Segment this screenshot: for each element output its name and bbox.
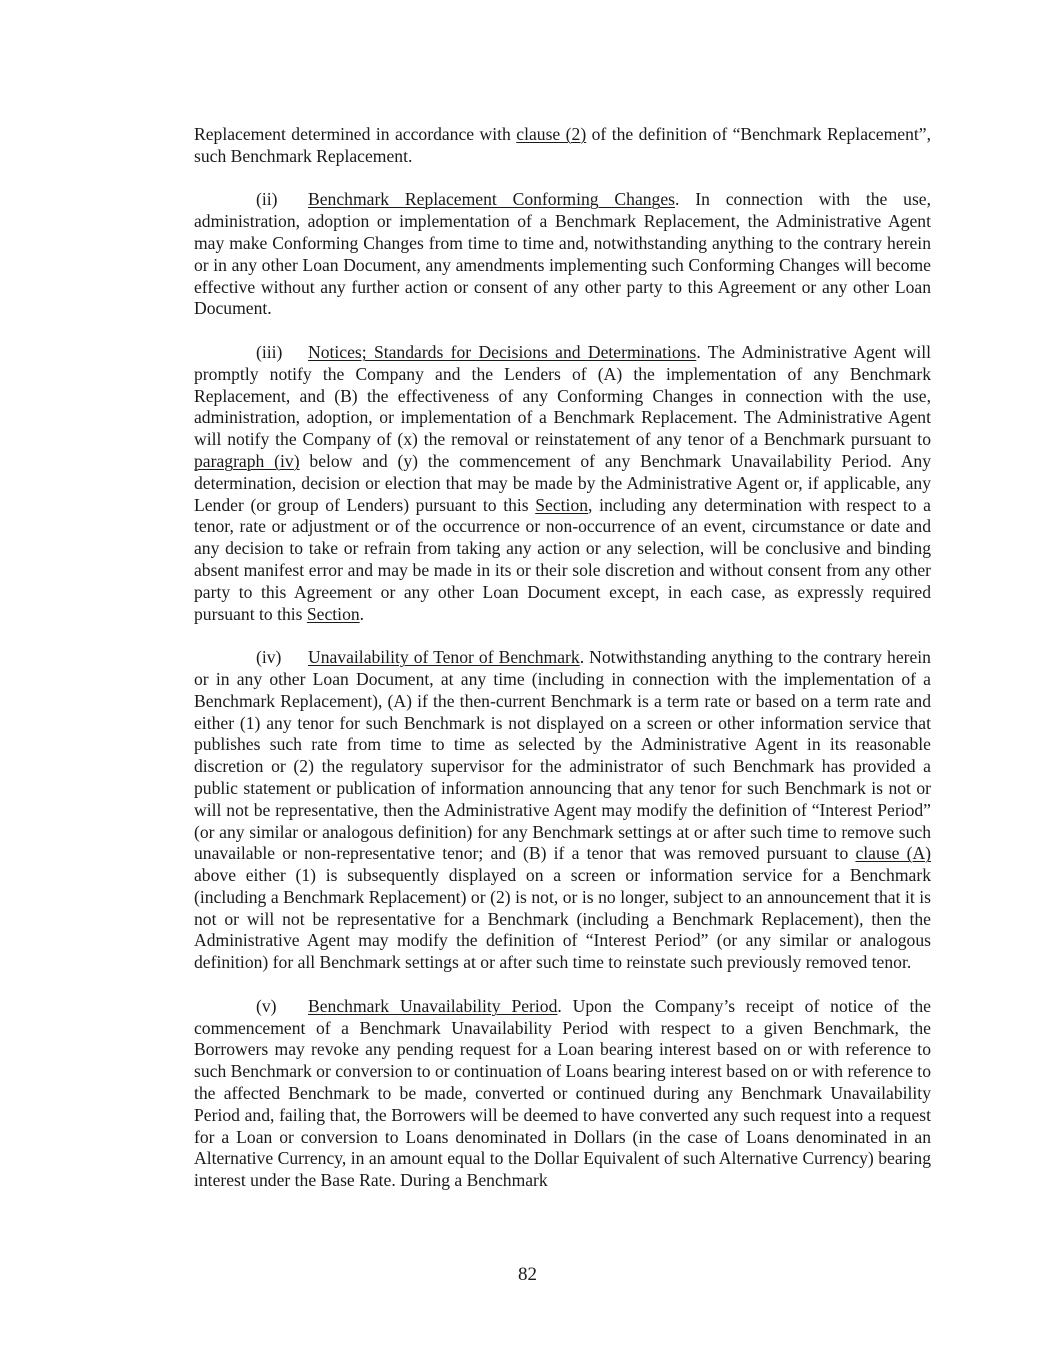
paragraph-heading: Unavailability of Tenor of Benchmark	[308, 647, 580, 668]
paragraph-ii	[194, 189, 931, 320]
paragraph-number: (v)	[256, 995, 277, 1016]
paragraph-iv	[194, 647, 931, 974]
clause-a-reference: clause (A)	[855, 843, 932, 864]
paragraph-body-cont: , including any determination with respect to a tenor, rate or adjustment or of the occurrence or non-occurrence of an event, circumstance or date and any decision to take or refrain from taking any action or any selection, will be conclusive and binding absent manifest error and may be made in its or their sole discretion and without consent from any other party to this Agreement or any other Loan Document except, in each case, as expressly required pursuant to this	[194, 494, 931, 624]
intro-paragraph	[194, 124, 931, 168]
intro-text: Replacement determined in accordance with	[194, 124, 517, 144]
paragraph-number: (iii)	[256, 341, 283, 362]
paragraph-body: . Notwithstanding anything to the contrary herein or in any other Loan Document, at any time (including in connection with the implementation of a Benchmark Replacement), (A) if the then-current Benchmark is a term rate or based on a term rate and either (1) any tenor for such Benchmark is not displayed on a screen or other information service that publishes such rate from time to time as selected by the Administrative Agent in its reasonable discretion or (2) the regulatory supervisor for the administrator of such Benchmark has provided a public statement or publication of information announcing that any tenor for such Benchmark is not or will not be representative, then the Administrative Agent may modify the definition of “Interest Period” (or any similar or analogous definition) for any Benchmark settings at or after such time to remove such unavailable or non-representative tenor; and (B) if a tenor that was removed pursuant to	[194, 647, 931, 864]
section-reference: Section	[306, 603, 360, 624]
paragraph-body: . The Administrative Agent will promptly notify the Company and the Lenders of (A) the implementation of any Benchmark Replacement, and (B) the effectiveness of any Conforming Changes in connection with the use, administration, adoption, or implementation of a Benchmark Replacement. The Administrative Agent will notify the Company of (x) the removal or reinstatement of any tenor of a Benchmark pursuant to	[194, 341, 931, 450]
paragraph-body: . Upon the Company’s receipt of notice of the commencement of a Benchmark Unavailability Period with respect to a given Benchmark, the Borrowers may revoke any pending request for a Loan bearing interest based on or with reference to such Benchmark or conversion to or continuation of Loans bearing interest based on or with reference to the affected Benchmark to be made, converted or continued during any Benchmark Unavailability Period and, failing that, the Borrowers will be deemed to have converted any such request into a request for a Loan or conversion to Loans denominated in Dollars (in the case of Loans denominated in an Alternative Currency, in an amount equal to the Dollar Equivalent of such Alternative Currency) bearing interest under the Base Rate. During a Benchmark	[194, 995, 931, 1191]
page-number: 82	[518, 1264, 537, 1285]
paragraph-heading: Notices; Standards for Decisions and Determinations	[308, 341, 697, 362]
paragraph-iv-reference: paragraph (iv)	[194, 450, 300, 471]
paragraph-body-end: .	[359, 603, 365, 624]
clause-2-reference: clause (2)	[516, 124, 587, 144]
paragraph-iii	[194, 342, 931, 625]
intro-text-end: of the definition of “Benchmark Replacement”, such Benchmark Replacement.	[194, 124, 932, 166]
paragraph-body: . In connection with the use, administration, adoption or implementation of a Benchmark Replacement, the Administrative Agent may make Conforming Changes from time to time and, notwithstanding anything to the contrary herein or in any other Loan Document, any amendments implementing such Conforming Changes will become effective without any further action or consent of any other party to this Agreement or any other Loan Document.	[194, 189, 932, 319]
paragraph-number: (ii)	[256, 189, 278, 210]
paragraph-heading: Benchmark Replacement Conforming Changes	[308, 189, 676, 210]
document-body	[194, 124, 931, 1214]
paragraph-v	[194, 996, 931, 1192]
paragraph-number: (iv)	[256, 647, 282, 668]
section-reference: Section	[535, 494, 589, 515]
paragraph-heading: Benchmark Unavailability Period	[308, 995, 558, 1016]
paragraph-body-cont: below and (y) the commencement of any Benchmark Unavailability Period. Any determination, decision or election that may be made by the Administrative Agent or, if applicable, any Lender (or group of Lenders) pursuant to this	[194, 450, 931, 515]
paragraph-body-cont: above either (1) is subsequently displayed on a screen or information service for a Benchmark (including a Benchmark Replacement) or (2) is not, or is no longer, subject to an announcement that it is not or will not be representative for a Benchmark (including a Benchmark Replacement), then the Administrative Agent may modify the definition of “Interest Period” (or any similar or analogous definition) for all Benchmark settings at or after such time to reinstate such previously removed tenor.	[194, 865, 931, 973]
